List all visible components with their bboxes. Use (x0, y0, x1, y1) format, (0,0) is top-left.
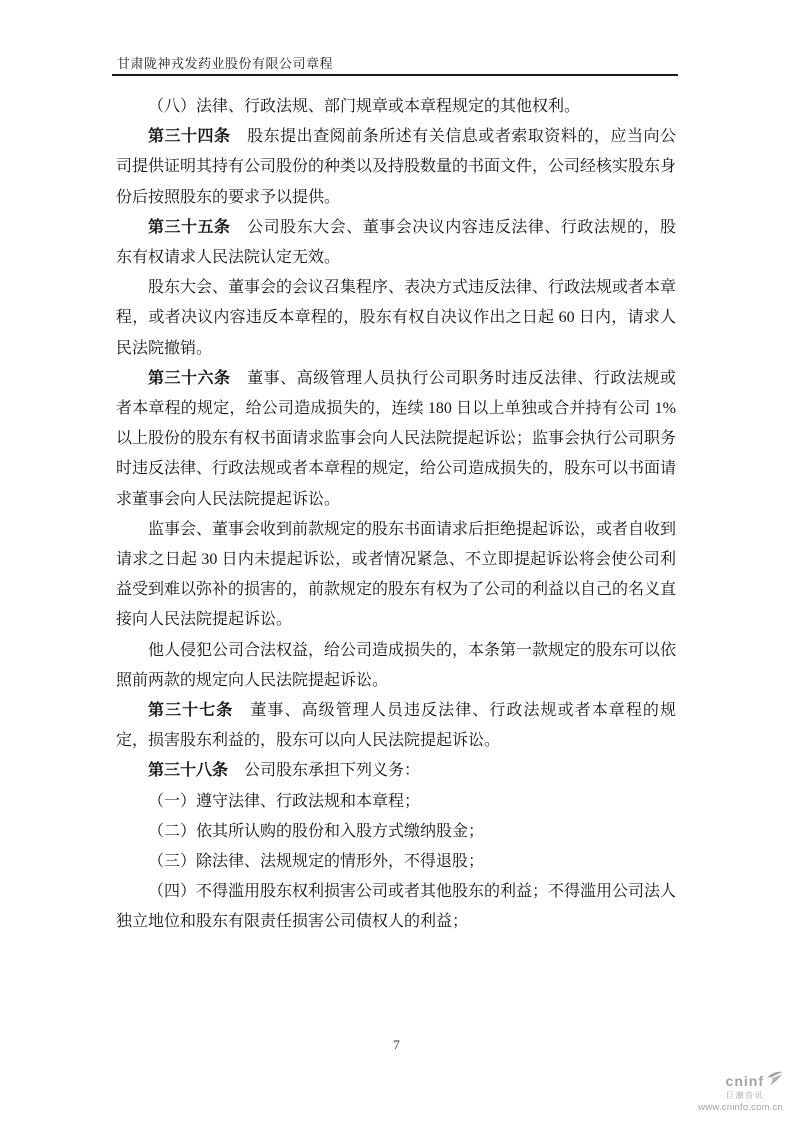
cninfo-swirl-icon (766, 1071, 783, 1090)
cninfo-url: www.cninfo.com.cn (698, 1102, 783, 1113)
paragraph-text: （四）不得滥用股东权利损害公司或者其他股东的利益；不得滥用公司法人独立地位和股东有限责任损害公司债权人的利益； (116, 883, 677, 931)
paragraph (116, 515, 676, 636)
cninfo-chinese-name: 巨潮资讯 (726, 1091, 764, 1100)
article-number: 第三十八条 (148, 762, 229, 780)
cninfo-logo-row (698, 1071, 783, 1090)
article-number: 第三十四条 (148, 128, 231, 146)
paragraph-text: （八）法律、行政法规、部门规章或本章程规定的其他权利。 (148, 98, 581, 115)
paragraph-text: 董事、高级管理人员违反法律、行政法规或者本章程的规定，损害股东利益的，股东可以向人民法院提起诉讼。 (116, 702, 676, 750)
article-number: 第三十六条 (148, 369, 231, 387)
paragraph-text: 股东提出查阅前条所述有关信息或者索取资料的，应当向公司提供证明其持有公司股份的种类以及持股数量的书面文件，公司经核实股东身份后按照股东的要求予以提供。 (116, 128, 677, 206)
paragraph (116, 817, 676, 847)
paragraph (116, 273, 676, 364)
paragraph (116, 696, 676, 756)
paragraph-text: 股东大会、董事会的会议召集程序、表决方式违反法律、行政法规或者本章程，或者决议内容违反本章程的，股东有权自决议作出之日起 60 日内，请求人民法院撤销。 (116, 279, 677, 357)
paragraph-text: 公司股东承担下列义务： (228, 762, 421, 780)
paragraph (116, 877, 676, 937)
paragraph-text: 监事会、董事会收到前款规定的股东书面请求后拒绝提起诉讼，或者自收到请求之日起 30 日内未提起诉讼，或者情况紧急、不立即提起诉讼将会使公司利益受到难以弥补的损害的，前款规定的股东有权为了公司的利益以自己的名义直接向人民法院提起诉讼。 (116, 520, 677, 629)
paragraph-text: （三）除法律、法规规定的情形外，不得退股； (148, 853, 485, 871)
cninfo-brand-text: cninf (725, 1072, 764, 1089)
paragraph-text: （一）遵守法律、行政法规和本章程； (148, 792, 421, 810)
cninfo-logo (698, 1071, 783, 1113)
article-number: 第三十七条 (148, 702, 234, 720)
page-number: 7 (393, 1037, 400, 1052)
paragraph (116, 847, 676, 877)
paragraph (116, 787, 676, 817)
article-number: 第三十五条 (148, 218, 231, 236)
paragraph (116, 122, 676, 213)
paragraph (116, 213, 676, 273)
paragraph (116, 756, 676, 786)
paragraph-text: 董事、高级管理人员执行公司职务时违反法律、行政法规或者本章程的规定，给公司造成损失的，连续 180 日以上单独或合并持有公司 1%以上股份的股东有权书面请求监事会向人民法院提起诉讼；监事会执行公司职务时违反法律、行政法规或者本章程的规定，给公司造成损失的，股东可以书面请求董事会向人民法院提起诉讼。 (116, 369, 677, 508)
header-rule (112, 74, 678, 76)
paragraph-text: 他人侵犯公司合法权益，给公司造成损失的，本条第一款规定的股东可以依照前两款的规定向人民法院提起诉讼。 (116, 641, 677, 689)
paragraph (116, 364, 676, 515)
paragraph (116, 636, 676, 696)
page-header-title: 甘肃陇神戎发药业股份有限公司章程 (117, 56, 334, 71)
paragraph (116, 92, 676, 122)
paragraph-text: 公司股东大会、董事会决议内容违反法律、行政法规的，股东有权请求人民法院认定无效。 (116, 218, 676, 267)
document-body (116, 92, 676, 938)
paragraph-text: （二）依其所认购的股份和入股方式缴纳股金； (148, 822, 485, 840)
